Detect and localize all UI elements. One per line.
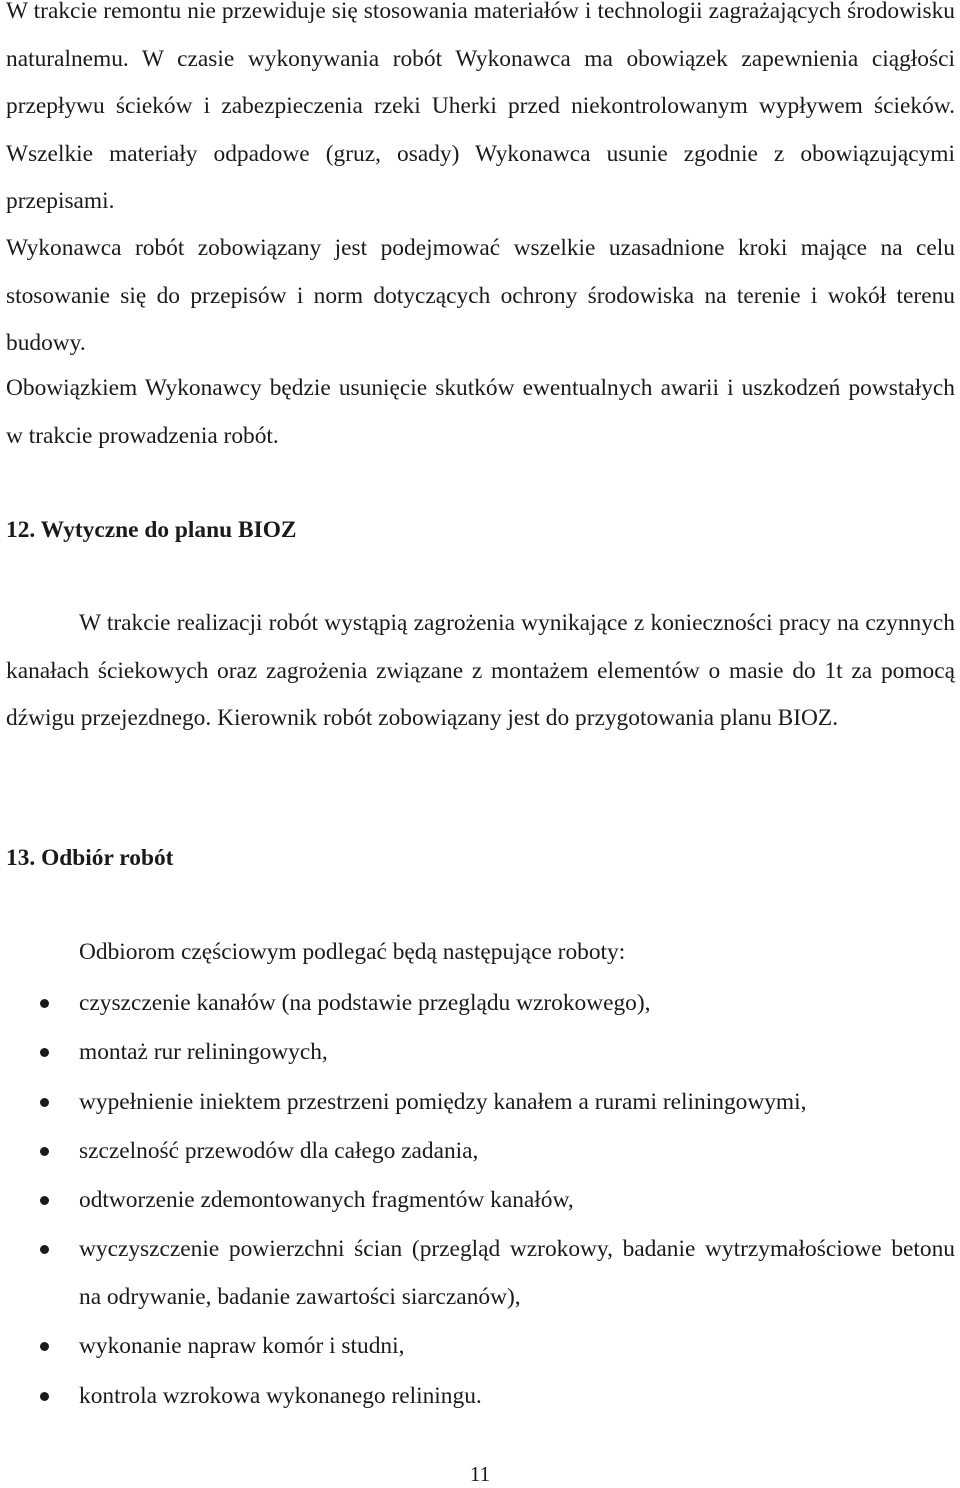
list-item-text: kontrola wzrokowa wykonanego reliningu. xyxy=(79,1382,482,1409)
section-13-intro: Odbiorom częściowym podlegać będą następujące roboty: xyxy=(79,939,626,965)
bullet-icon xyxy=(40,1098,49,1107)
list-item xyxy=(0,1373,955,1421)
list-item xyxy=(0,1079,955,1127)
paragraph-failure-removal: Obowiązkiem Wykonawcy będzie usunięcie skutków ewentualnych awarii i uszkodzeń powstałych w trakcie prowadzenia robót. xyxy=(6,375,955,449)
bullet-icon xyxy=(40,1392,49,1401)
list-item xyxy=(0,1128,955,1176)
bullet-icon xyxy=(40,1147,49,1156)
list-item xyxy=(0,1177,955,1225)
list-item xyxy=(0,980,955,1028)
bullet-icon xyxy=(40,1245,49,1254)
list-item-text: montaż rur reliningowych, xyxy=(79,1039,328,1066)
list-item-text: wyczyszczenie powierzchni ścian (przegląd wzrokowy, badanie wytrzymałościowe betonu na odrywanie, badanie zawartości siarczanów), xyxy=(79,1236,955,1310)
bullet-icon xyxy=(40,999,49,1008)
list-item-text: czyszczenie kanałów (na podstawie przeglądu wzrokowego), xyxy=(79,990,651,1016)
list-item xyxy=(0,1323,955,1371)
bullet-icon xyxy=(40,1048,49,1057)
bullet-icon xyxy=(40,1196,49,1205)
list-item xyxy=(0,1226,955,1321)
list-item xyxy=(0,1029,955,1077)
bullet-icon xyxy=(40,1342,49,1351)
list-item-text: odtworzenie zdemontowanych fragmentów kanałów, xyxy=(79,1187,574,1214)
page-number: 11 xyxy=(469,1462,491,1486)
paragraph-environment: W trakcie remontu nie przewiduje się stosowania materiałów i technologii zagrażających środowisku naturalnemu. W czasie wykonywania robót Wykonawca ma obowiązek zapewnienia ciągłości przepływu ścieków i zabezpieczenia rzeki Uherki przed niekontrolowanym wypływem ścieków. Wszelkie materiały odpadowe (gruz, osady) Wykonawca usunie zgodnie z obowiązującymi przepisami. xyxy=(6,0,955,214)
section-12-heading: 12. Wytyczne do planu BIOZ xyxy=(6,517,297,543)
section-12-body: W trakcie realizacji robót wystąpią zagrożenia wynikające z konieczności pracy na czynnych kanałach ściekowych oraz zagrożenia związane z montażem elementów o masie do 1t za pomocą dźwigu przejezdnego. Kierownik robót zobowiązany jest do przygotowania planu BIOZ. xyxy=(6,610,955,731)
list-item-text: wypełnienie iniektem przestrzeni pomiędzy kanałem a rurami reliningowymi, xyxy=(79,1088,807,1115)
list-item-text: wykonanie napraw komór i studni, xyxy=(79,1333,405,1360)
paragraph-contractor-duties: Wykonawca robót zobowiązany jest podejmować wszelkie uzasadnione kroki mające na celu stosowanie się do przepisów i norm dotyczących ochrony środowiska na terenie i wokół terenu budowy. xyxy=(6,235,955,356)
list-item-text: szczelność przewodów dla całego zadania, xyxy=(79,1137,479,1164)
acceptance-list xyxy=(0,980,960,1422)
section-13-heading: 13. Odbiór robót xyxy=(6,845,174,871)
